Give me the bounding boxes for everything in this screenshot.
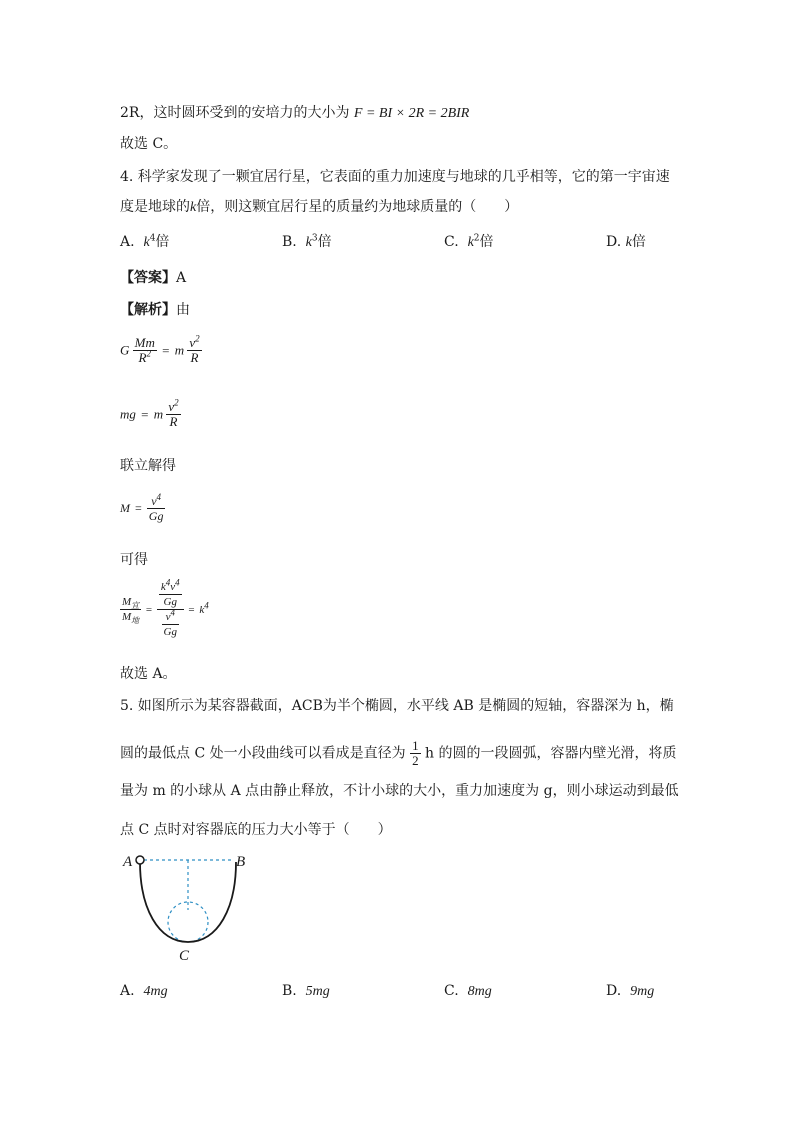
q5-frac-num: 1 [412, 738, 419, 753]
q4-option-a-base: k [143, 235, 150, 250]
q5-option-c-value: 8mg [467, 984, 492, 999]
container-figure [118, 848, 258, 966]
q4-option-d-suffix: 倍 [631, 234, 646, 250]
formula-ratio: $\frac{M_宜}{M_地}$ = $\frac{\frac{k^4v^4}{Gg}}{\frac{v^4}{Gg}}$ = $k^4$ [122, 577, 209, 638]
q4-stem-text-a: 度是地球的 [120, 199, 190, 215]
q4-option-a-suffix: 倍 [155, 234, 170, 250]
q4-option-b-suffix: 倍 [317, 234, 332, 250]
q4-option-c [444, 232, 494, 253]
q4-option-c-label: C. [444, 234, 459, 250]
label-a: A [123, 854, 133, 870]
q4-option-d-label: D. [606, 234, 622, 250]
prev-conclusion: 故选 C。 [120, 136, 178, 152]
q5-option-b [282, 981, 330, 1002]
q5-option-b-label: B. [282, 983, 297, 999]
q4-option-b-label: B. [282, 234, 297, 250]
q4-analysis-start: 由 [176, 302, 190, 318]
q4-option-c-suffix: 倍 [479, 234, 494, 250]
formula-gravitation: G $\frac{Mm}{R^2}$ = m $\frac{v^2}{R}$ [120, 333, 200, 365]
q4-option-a [120, 232, 169, 253]
q4-stem-line1: 4. 科学家发现了一颗宜居行星，它表面的重力加速度与地球的几乎相等，它的第一宇宙速 [120, 169, 670, 185]
label-b: B [236, 854, 246, 870]
q4-answer-line [120, 268, 186, 288]
q5-option-d [606, 981, 654, 1002]
q5-stem-line4: 点 C 点时对容器底的压力大小等于（ ） [120, 822, 392, 838]
q4-option-b-exp: 3 [311, 233, 318, 244]
q5-fraction [410, 739, 421, 768]
q5-stem-text-a: 圆的最低点 C 处一小段曲线可以看成是直径为 [120, 745, 406, 762]
q5-stem-line3: 量为 m 的小球从 A 点由静止释放，不计小球的大小，重力加速度为 g，则小球运动到最低 [120, 783, 679, 799]
q4-option-c-base: k [467, 235, 474, 250]
q4-stem-text-b: 倍，则这颗宜居行星的质量约为地球质量的（ ） [196, 199, 519, 215]
q4-answer-tag: 【答案】 [120, 270, 176, 286]
q5-option-a-label: A. [120, 983, 135, 999]
q4-joint-solve: 联立解得 [120, 458, 176, 474]
q4-option-b-base: k [305, 235, 312, 250]
label-c: C [179, 948, 190, 964]
q5-option-b-value: 5mg [305, 984, 330, 999]
q4-stem-line2 [120, 197, 518, 218]
q4-conclusion: 故选 A。 [120, 666, 177, 682]
q4-option-d-base: k [625, 235, 632, 250]
prev-line-1 [120, 103, 469, 124]
q5-option-c [444, 981, 492, 1002]
q4-k: k [190, 200, 197, 215]
q5-option-d-label: D. [606, 983, 622, 999]
q5-option-c-label: C. [444, 983, 459, 999]
prev-text: 2R，这时圆环受到的安培力的大小为 [120, 105, 350, 121]
q5-option-d-value: 9mg [630, 984, 655, 999]
prev-formula: F = BI × 2R = 2BIR [353, 106, 470, 121]
q4-option-a-label: A. [120, 234, 135, 250]
q4-option-b [282, 232, 332, 253]
q5-option-a [120, 981, 168, 1002]
q5-stem-text-b: h 的圆的一段圆弧，容器内壁光滑，将质 [425, 745, 677, 762]
q4-analysis-line [120, 300, 190, 320]
q5-stem-line2 [120, 739, 677, 768]
q4-option-d [606, 232, 646, 253]
q5-frac-den: 2 [412, 753, 419, 768]
ball [136, 856, 144, 864]
q4-then: 可得 [120, 552, 148, 568]
q5-stem-line1: 5. 如图所示为某容器截面，ACB为半个椭圆，水平线 AB 是椭圆的短轴，容器深为 h，椭 [120, 698, 674, 714]
q4-answer: A [176, 270, 187, 286]
formula-mass: M = $\frac{v^4}{Gg}$ [120, 492, 164, 523]
q4-option-c-exp: 2 [473, 233, 480, 244]
q4-option-a-exp: 4 [149, 233, 156, 244]
formula-centripetal: mg = m $\frac{v^2}{R}$ [120, 397, 179, 429]
q4-analysis-tag: 【解析】 [120, 302, 176, 318]
q5-option-a-value: 4mg [143, 984, 168, 999]
